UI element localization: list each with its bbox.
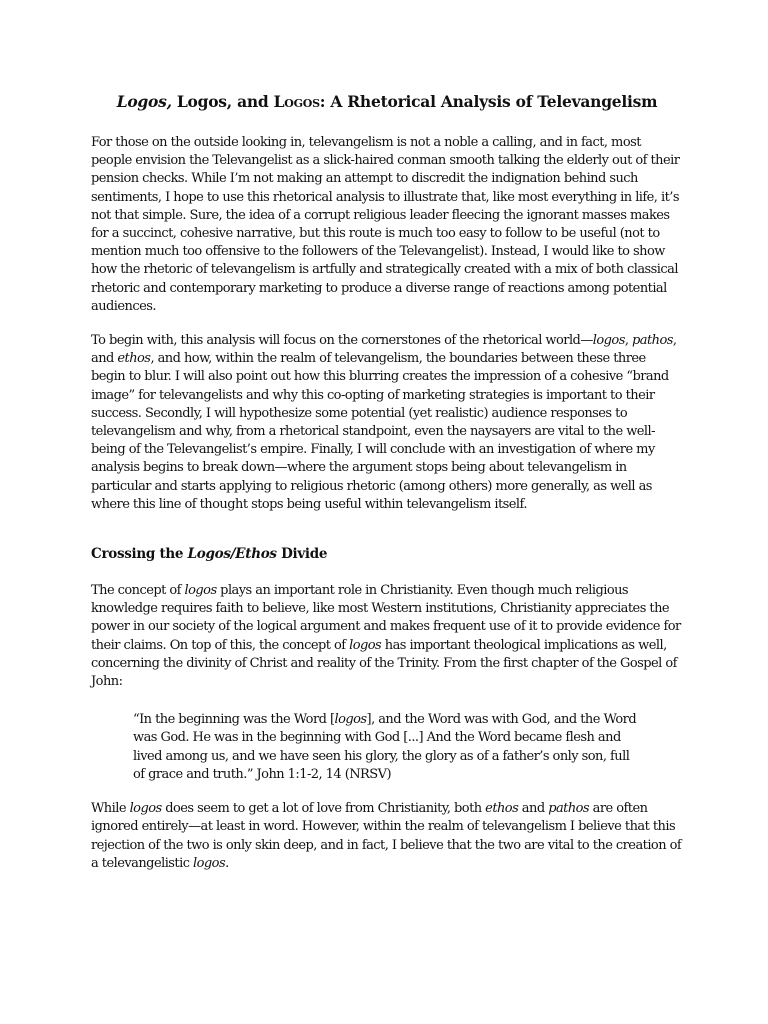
term-ethos: ethos	[117, 351, 151, 367]
document-page	[91, 92, 683, 889]
section-paragraph-2: While logos does seem to get a lot of love from Christianity, both ethos and pathos are often ignored entirely—at least in word. However, within the realm of televangelism I believe that this rejection of the two is only skin deep, and in fact, I believe that the two are vital to the creation of a televangelistic logos.	[91, 801, 682, 871]
term-pathos: pathos	[632, 333, 673, 349]
section-paragraph-1: The concept of logos plays an important role in Christianity. Even though much religious knowledge requires faith to believe, like most Western institutions, Christianity appreciates the power in our society of the logical argument and makes frequent use of it to provide evidence for their claims. On top of this, the concept of logos has important theological implications as well, concerning the divinity of Christ and reality of the Trinity. From the first chapter of the Gospel of John:	[91, 583, 681, 690]
title-logos-plain: Logos, and	[171, 92, 274, 111]
term-logos: logos	[592, 333, 625, 349]
section-heading: Crossing the Logos/Ethos Divide	[91, 546, 328, 563]
intro-paragraph-2: To begin with, this analysis will focus on the cornerstones of the rhetorical world—logos, pathos, and ethos, and how, within the realm of televangelism, the boundaries between these three begin to blur. I will also point out how this blurring creates the impression of a cohesive “brand image” for televangelists and why this co-opting of marketing strategies is important to their success. Secondly, I will hypothesize some potential (yet realistic) audience responses to televangelism and why, from a rhetorical standpoint, even the naysayers are vital to the well-being of the Televangelist’s empire. Finally, I will conclude with an investigation of where my analysis begins to break down—where the argument stops being about televangelism in particular and starts applying to religious rhetoric (among others) more generally, as well as where this line of thought stops being useful within televangelism itself.	[91, 333, 677, 512]
title-subtitle: : A Rhetorical Analysis of Televangelism	[319, 92, 658, 111]
intro-paragraph-1: For those on the outside looking in, televangelism is not a noble a calling, and in fact, most people envision the Televangelist as a slick-haired conman smooth talking the elderly out of their pension checks. While I’m not making an attempt to discredit the indignation behind such sentiments, I hope to use this rhetorical analysis to illustrate that, like most everything in life, it’s not that simple. Sure, the idea of a corrupt religious leader fleecing the ignorant masses makes for a succinct, cohesive narrative, but this route is much too easy to follow to be useful (not to mention much too offensive to the followers of the Televangelist). Instead, I would like to show how the rhetoric of televangelism is artfully and strategically created with a mix of both classical rhetoric and contemporary marketing to produce a diverse range of reactions among potential audiences.	[91, 135, 680, 314]
block-quote: “In the beginning was the Word [logos], and the Word was with God, and the Word was God. He was in the beginning with God [...] And the Word became flesh and lived among us, and we have seen his glory, the glory as of a father’s only son, full of grace and truth.” John 1:1-2, 14 (NRSV)	[133, 712, 637, 782]
document-title	[91, 92, 683, 111]
title-logos-italic: Logos,	[116, 92, 172, 111]
title-logos-smallcaps: Logos	[273, 92, 320, 111]
